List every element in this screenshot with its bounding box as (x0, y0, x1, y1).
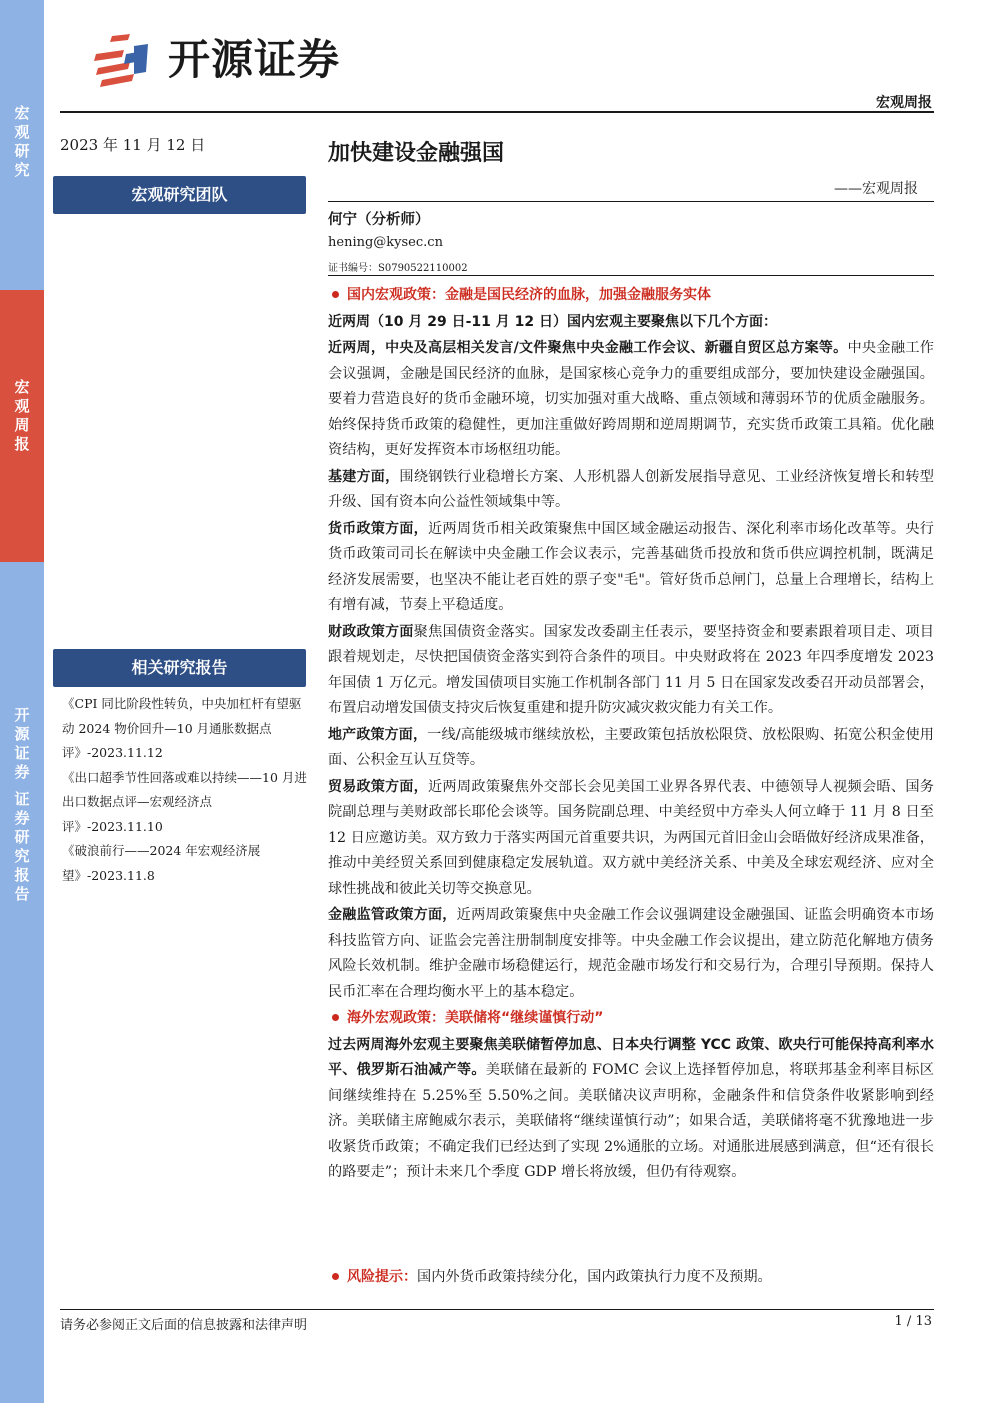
sidebar-char: 研 (14, 828, 30, 846)
footer-divider (60, 1309, 934, 1310)
sidebar-label-top (0, 104, 44, 180)
page-title: 加快建设金融强国 (328, 141, 505, 166)
paragraph: 金融监管政策方面，近两周政策聚焦中央金融工作会议强调建设金融强国、证监会明确资本市场科技监管方向、证监会完善注册制制度安排等。中央金融工作会议提出，建立防范化解地方债务风险长效机制。维护金融市场稳健运行，规范金融市场发行和交易行为，合理引导预期。保持人民币汇率在合理均衡水平上的基本稳定。 (328, 907, 934, 1000)
header-divider (60, 111, 934, 113)
section-heading-domestic: 国内宏观政策：金融是国民经济的血脉，加强金融服务实体 (328, 283, 934, 309)
sidebar-char: 宏 (14, 104, 30, 122)
title-divider (328, 201, 934, 202)
report-body (328, 283, 934, 1187)
related-report-link[interactable]: 《破浪前行——2024 年宏观经济展望》-2023.11.8 (62, 843, 261, 883)
sidebar-char: 观 (14, 397, 30, 415)
team-heading: 宏观研究团队 (53, 176, 306, 214)
sidebar-char: 开 (14, 706, 30, 724)
sidebar-char: 研 (14, 142, 30, 160)
bullet-dot-icon (332, 1014, 339, 1021)
sidebar-char: 券 (14, 763, 30, 781)
sidebar-char: 证 (14, 790, 30, 808)
analyst-email[interactable]: hening@kysec.cn (328, 235, 443, 250)
brand-logo-icon (90, 32, 152, 88)
page-number: 1 / 13 (894, 1314, 932, 1329)
paragraph: 货币政策方面，近两周货币相关政策聚焦中国区域金融运动报告、深化利率市场化改革等。央行货币政策司司长在解读中央金融工作会议表示，完善基础货币投放和货币供应调控机制，既满足经济发展需要，也坚决不能让老百姓的票子变"毛"。管好货币总闸门，总量上合理增长，结构上有增有减，节奏上平稳适度。 (328, 520, 934, 613)
paragraph: 贸易政策方面，近两周政策聚焦外交部长会见美国工业界各界代表、中德领导人视频会晤、国务院副总理与美财政部长耶伦会谈等。国务院副总理、中美经贸中方牵头人何立峰于 11 月 8 日至 12 日应邀访美。双方致力于落实两国元首重要共识，为两国元首旧金山会晤做好经济成果准备，推动中美经贸关系回到健康稳定发展轨道。双方就中美经济关系、中美及全球宏观经济、应对全球性挑战和彼此关切等交换意见。 (328, 778, 934, 897)
paragraph: 基建方面，围绕钢铁行业稳增长方案、人形机器人创新发展指导意见、工业经济恢复增长和转型升级、国有资本向公益性领域集中等。 (328, 468, 934, 510)
section-heading-overseas: 海外宏观政策：美联储将“继续谨慎行动” (328, 1006, 934, 1032)
sidebar-label-bottom-a (0, 706, 44, 782)
sidebar-label-middle (0, 378, 44, 454)
brand-name: 开源证券 (168, 35, 341, 84)
related-report-link[interactable]: 《出口超季节性回落或难以持续——10 月进出口数据点评—宏观经济点评》-2023.11.10 (62, 769, 307, 834)
analyst-name: 何宁（分析师） (328, 212, 430, 228)
related-reports-heading: 相关研究报告 (53, 649, 306, 687)
sidebar-char: 究 (14, 847, 30, 865)
analyst-cert: 证书编号：S0790522110002 (328, 263, 468, 274)
sidebar-char: 宏 (14, 378, 30, 396)
paragraph: 过去两周海外宏观主要聚焦美联储暂停加息、日本央行调整 YCC 政策、欧央行可能保持高利率水平、俄罗斯石油减产等。美联储在最新的 FOMC 会议上选择暂停加息，将联邦基金利率目标区间继续维持在 5.25%至 5.50%之间。美联储决议声明称，金融条件和信贷条件收紧影响到经济。美联储主席鲍威尔表示，美联储将“继续谨慎行动”；如果合适，美联储将毫不犹豫地进一步收紧货币政策；不确定我们已经达到了实现 2%通胀的立场。对通胀进展感到满意，但“还有很长的路要走”；预计未来几个季度 GDP 增长将放缓，但仍有待观察。 (328, 1036, 934, 1180)
sidebar-char: 源 (14, 725, 30, 743)
cert-divider (328, 275, 934, 276)
sidebar-char: 证 (14, 744, 30, 762)
paragraph: 近两周，中央及高层相关发言/文件聚焦中央金融工作会议、新疆自贸区总方案等。中央金融工作会议强调，金融是国民经济的血脉，是国家核心竞争力的重要组成部分，要加快建设金融强国。要着力营造良好的货币金融环境，切实加强对重大战略、重点领域和薄弱环节的优质金融服务。始终保持货币政策的稳健性，更加注重做好跨周期和逆周期调节，充实货币政策工具箱。优化融资结构，更好发挥资本市场枢纽功能。 (328, 340, 934, 458)
related-report-link[interactable]: 《CPI 同比阶段性转负，中央加杠杆有望驱动 2024 物价回升—10 月通胀数据点评》-2023.11.12 (62, 696, 302, 760)
page-subtitle: ——宏观周报 (834, 181, 918, 197)
bullet-dot-icon (332, 1273, 339, 1280)
paragraph: 地产政策方面，一线/高能级城市继续放松，主要政策包括放松限贷、放松限购、拓宽公积金使用面、公积金互认互贷等。 (328, 726, 934, 768)
sidebar-char: 报 (14, 435, 30, 453)
sidebar-char: 券 (14, 809, 30, 827)
sidebar-char: 究 (14, 161, 30, 179)
bullet-dot-icon (332, 291, 339, 298)
section-intro: 近两周（10 月 29 日-11 月 12 日）国内宏观主要聚焦以下几个方面： (328, 313, 777, 330)
risk-warning: 风险提示：国内外货币政策持续分化，国内政策执行力度不及预期。 (328, 1266, 772, 1286)
related-reports-list (62, 692, 310, 888)
sidebar-char: 告 (14, 885, 30, 903)
sidebar-label-bottom-b (0, 790, 44, 904)
sidebar-char: 观 (14, 123, 30, 141)
sidebar-char: 周 (14, 416, 30, 434)
sidebar-char: 报 (14, 866, 30, 884)
paragraph: 财政政策方面聚焦国债资金落实。国家发改委副主任表示，要坚持资金和要素跟着项目走、项目跟着规划走，尽快把国债资金落实到符合条件的项目。中央财政将在 2023 年四季度增发 2023 年国债 1 万亿元。增发国债项目实施工作机制各部门 11 月 5 日在国家发改委召开动员部署会，布置启动增发国债支持灾后恢复重建和提升防灾减灾救灾能力有关工作。 (328, 623, 934, 716)
footer-disclaimer: 请务必参阅正文后面的信息披露和法律声明 (60, 1318, 308, 1333)
side-band (0, 0, 44, 1403)
report-type: 宏观周报 (876, 95, 932, 111)
report-date: 2023 年 11 月 12 日 (60, 136, 206, 154)
